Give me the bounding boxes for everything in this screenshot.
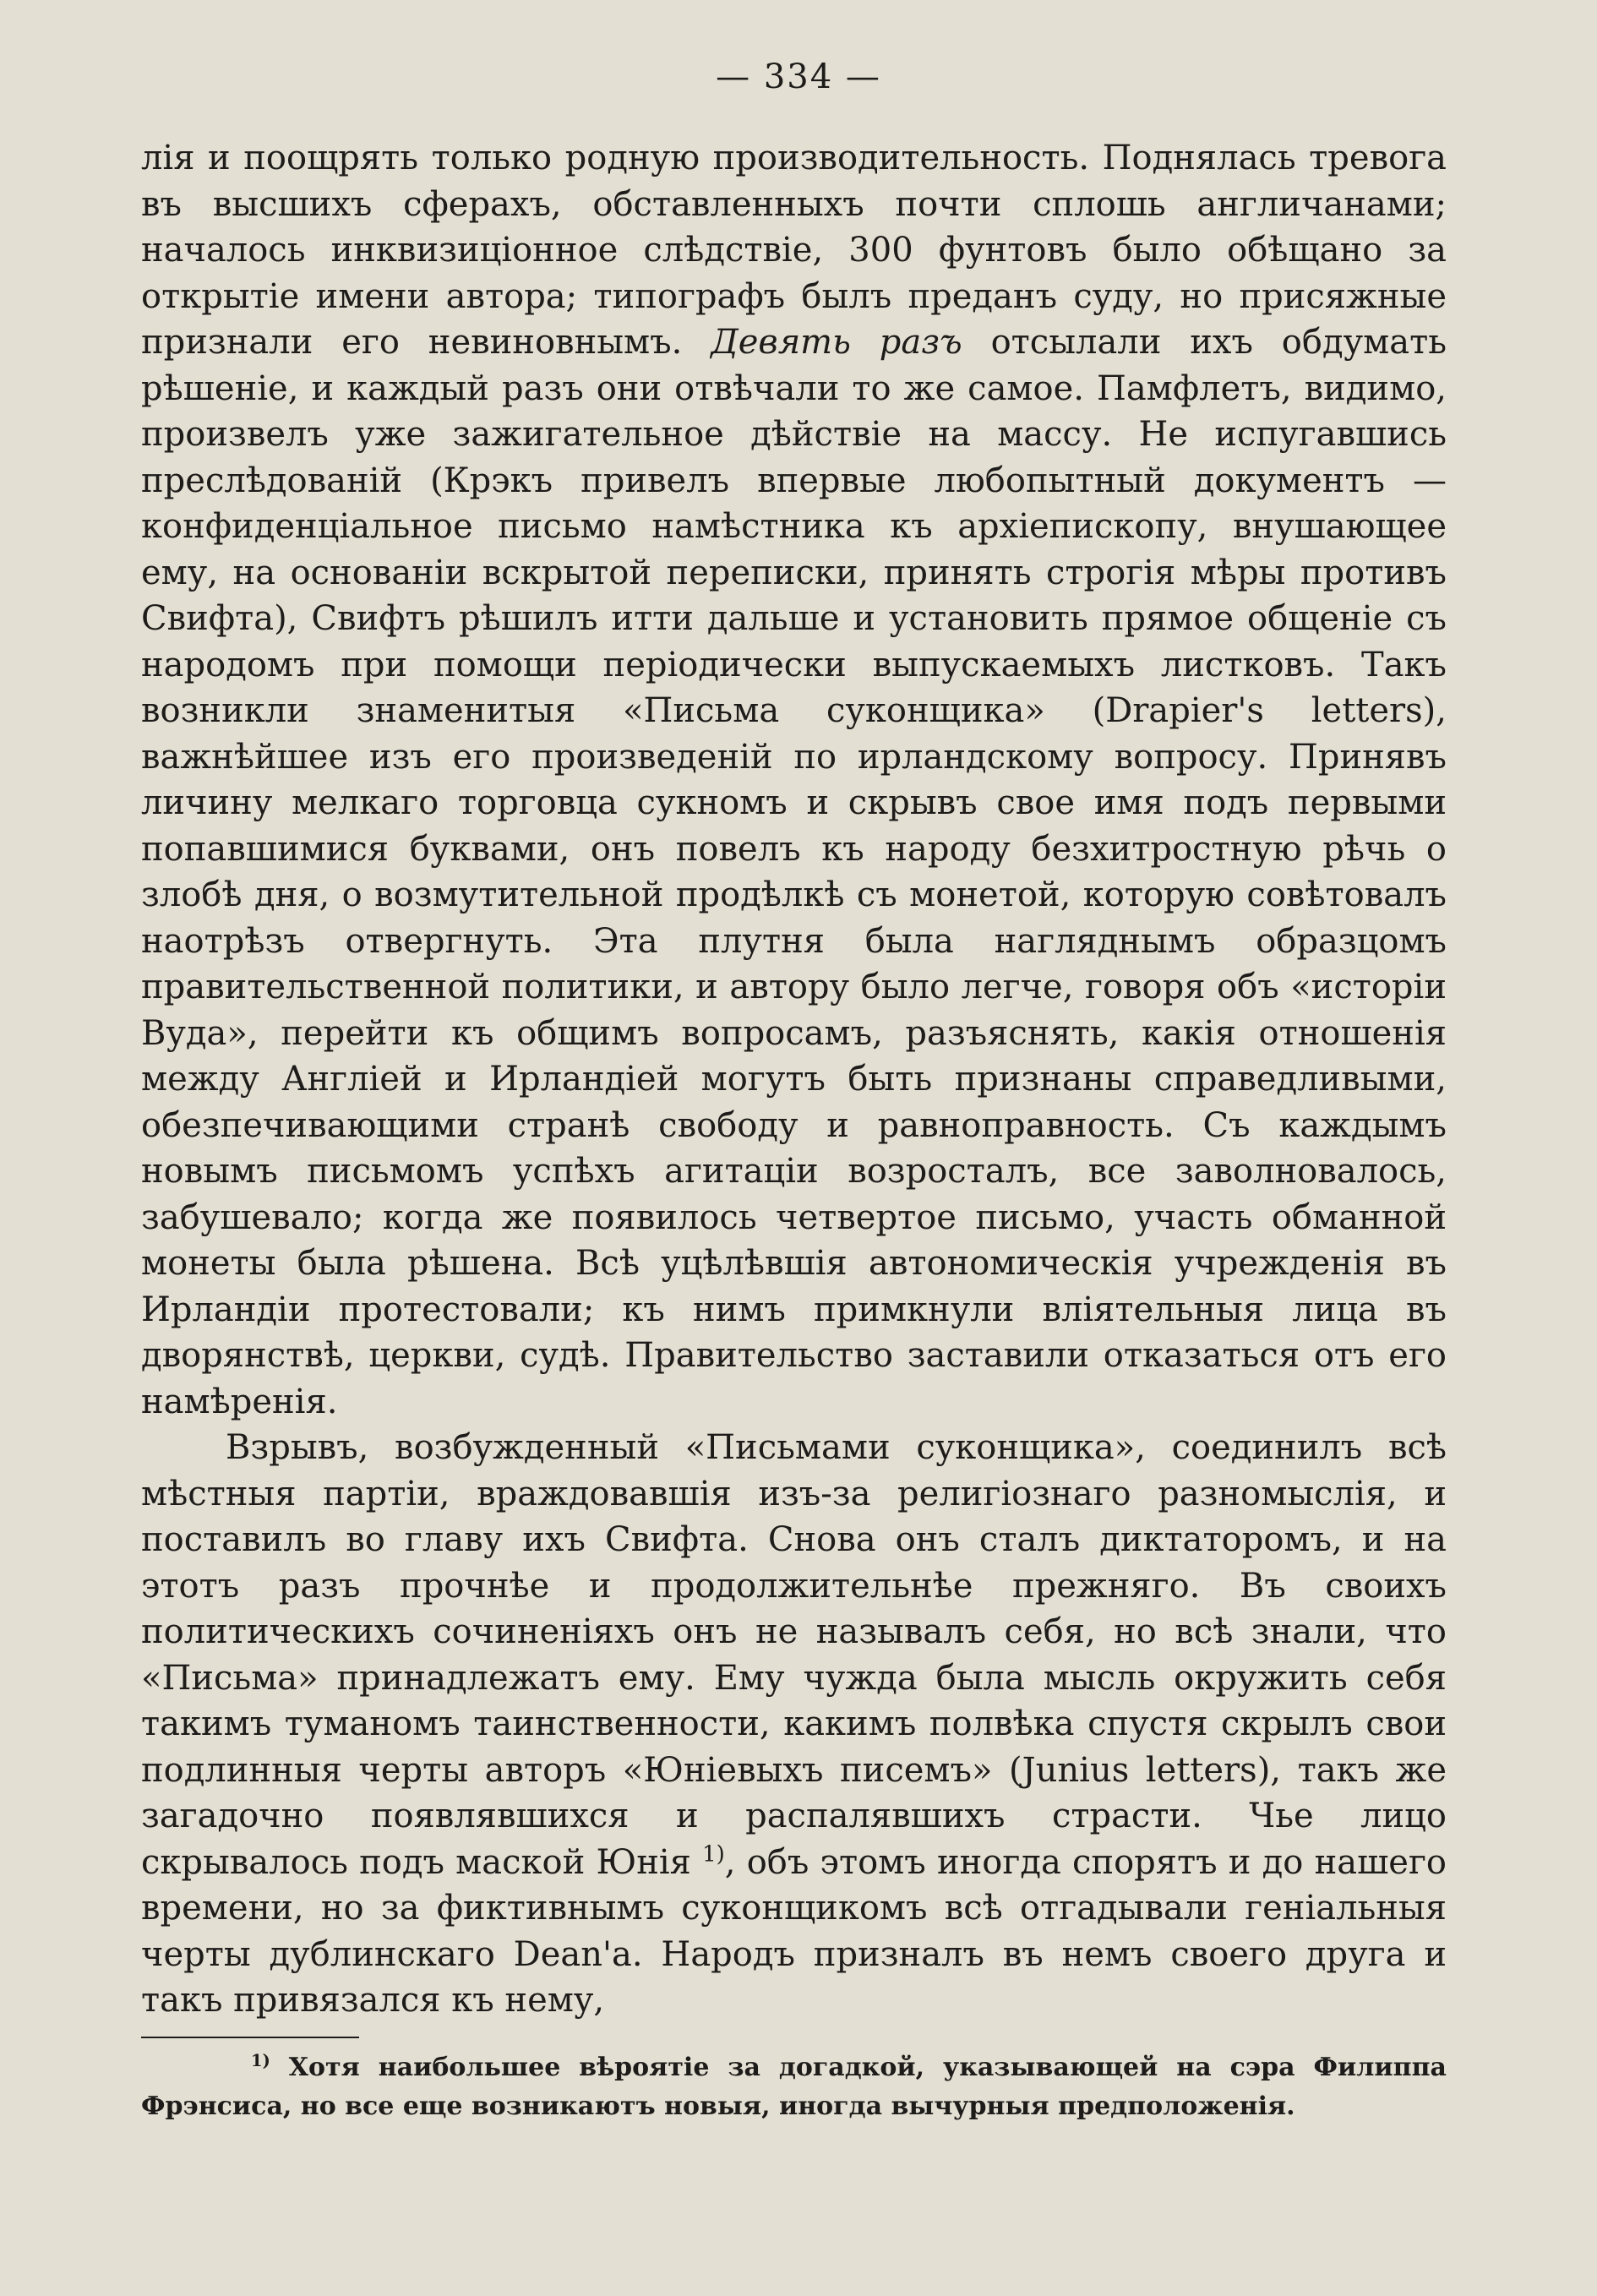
paragraph-1-text-start: лія и поощрять только родную производительность. Поднялась тревога въ высшихъ сферахъ, обставленныхъ почти сплошь англичанами; началось инквизиціонное слѣдствіе, 300 фунтовъ было обѣщано за открытіе имени автора; типографъ былъ преданъ суду, но присяжные признали его невиновнымъ. [141,139,1447,362]
footnote-paragraph [141,2048,1447,2126]
paragraph-2-text-end: , объ этомъ иногда спорятъ и до нашего времени, но за фиктивнымъ суконщикомъ всѣ отгадывали геніальныя черты дублинскаго Dean'а. Народъ призналъ въ немъ своего друга и такъ привязался къ нему, [141,1842,1447,2020]
footnote-text: Хотя наибольшее вѣроятіе за догадкой, указывающей на сэра Филиппа Фрэнсиса, но все еще возникаютъ новыя, иногда вычурныя предположенія. [141,2053,1447,2121]
page-number: — 334 — [716,57,881,96]
footnote-reference[interactable]: 1) [702,1841,725,1868]
body-text [141,135,1447,2024]
footnote [141,2048,1447,2126]
footnote-divider [141,2037,359,2038]
paragraph-1 [141,135,1447,1425]
footnote-marker: 1) [251,2051,270,2070]
paragraph-1-emphasis: Девять разъ [711,323,962,362]
paragraph-2 [141,1425,1447,2024]
paragraph-1-text-end: отсылали ихъ обдумать рѣшеніе, и каждый разъ они отвѣчали то же самое. Памфлетъ, видимо, произвелъ уже зажигательное дѣйствіе на массу. Не испугавшись преслѣдованій (Крэкъ привелъ впервые любопытный документъ —конфиденціальное письмо намѣстника къ архіепископу, внушающее ему, на основаніи вскрытой переписки, принять строгія мѣры противъ Свифта), Свифтъ рѣшилъ итти дальше и установить прямое общеніе съ народомъ при помощи періодически выпускаемыхъ листковъ. Такъ возникли знаменитыя «Письма суконщика» (Drapier's letters), важнѣйшее изъ его произведеній по ирландскому вопросу. Принявъ личину мелкаго торговца сукномъ и скрывъ свое имя подъ первыми попавшимися буквами, онъ повелъ къ народу безхитростную рѣчь о злобѣ дня, о возмутительной продѣлкѣ съ монетой, которую совѣтовалъ наотрѣзъ отвергнуть. Эта плутня была нагляднымъ образцомъ правительственной политики, и автору было легче, говоря объ «исторіи Вуда», перейти къ общимъ вопросамъ, разъяснять, какія отношенія между Англіей и Ирландіей могутъ быть признаны справедливыми, обезпечивающими странѣ свободу и равноправность. Съ каждымъ новымъ письмомъ успѣхъ агитаціи возросталъ, все заволновалось, забушевало; когда же появилось четвертое письмо, участь обманной монеты была рѣшена. Всѣ уцѣлѣвшія автономическія учрежденія въ Ирландіи протестовали; къ нимъ примкнули вліятельныя лица въ дворянствѣ, церкви, судѣ. Правительство заставили отказаться отъ его намѣренія. [141,323,1447,1421]
paragraph-2-text-start: Взрывъ, возбужденный «Письмами суконщика», соединилъ всѣ мѣстныя партіи, враждовавшія изъ-за религіознаго разномыслія, и поставилъ во главу ихъ Свифта. Снова онъ сталъ диктаторомъ, и на этотъ разъ прочнѣе и продолжительнѣе прежняго. Въ своихъ политическихъ сочиненіяхъ онъ не называлъ себя, но всѣ знали, что «Письма» принадлежатъ ему. Ему чужда была мысль окружить себя такимъ туманомъ таинственности, какимъ полвѣка спустя скрылъ свои подлинныя черты авторъ «Юніевыхъ писемъ» (Junius letters), такъ же загадочно появлявшихся и распалявшихъ страсти. Чье лицо скрывалось подъ маской Юнія [141,1428,1447,1882]
